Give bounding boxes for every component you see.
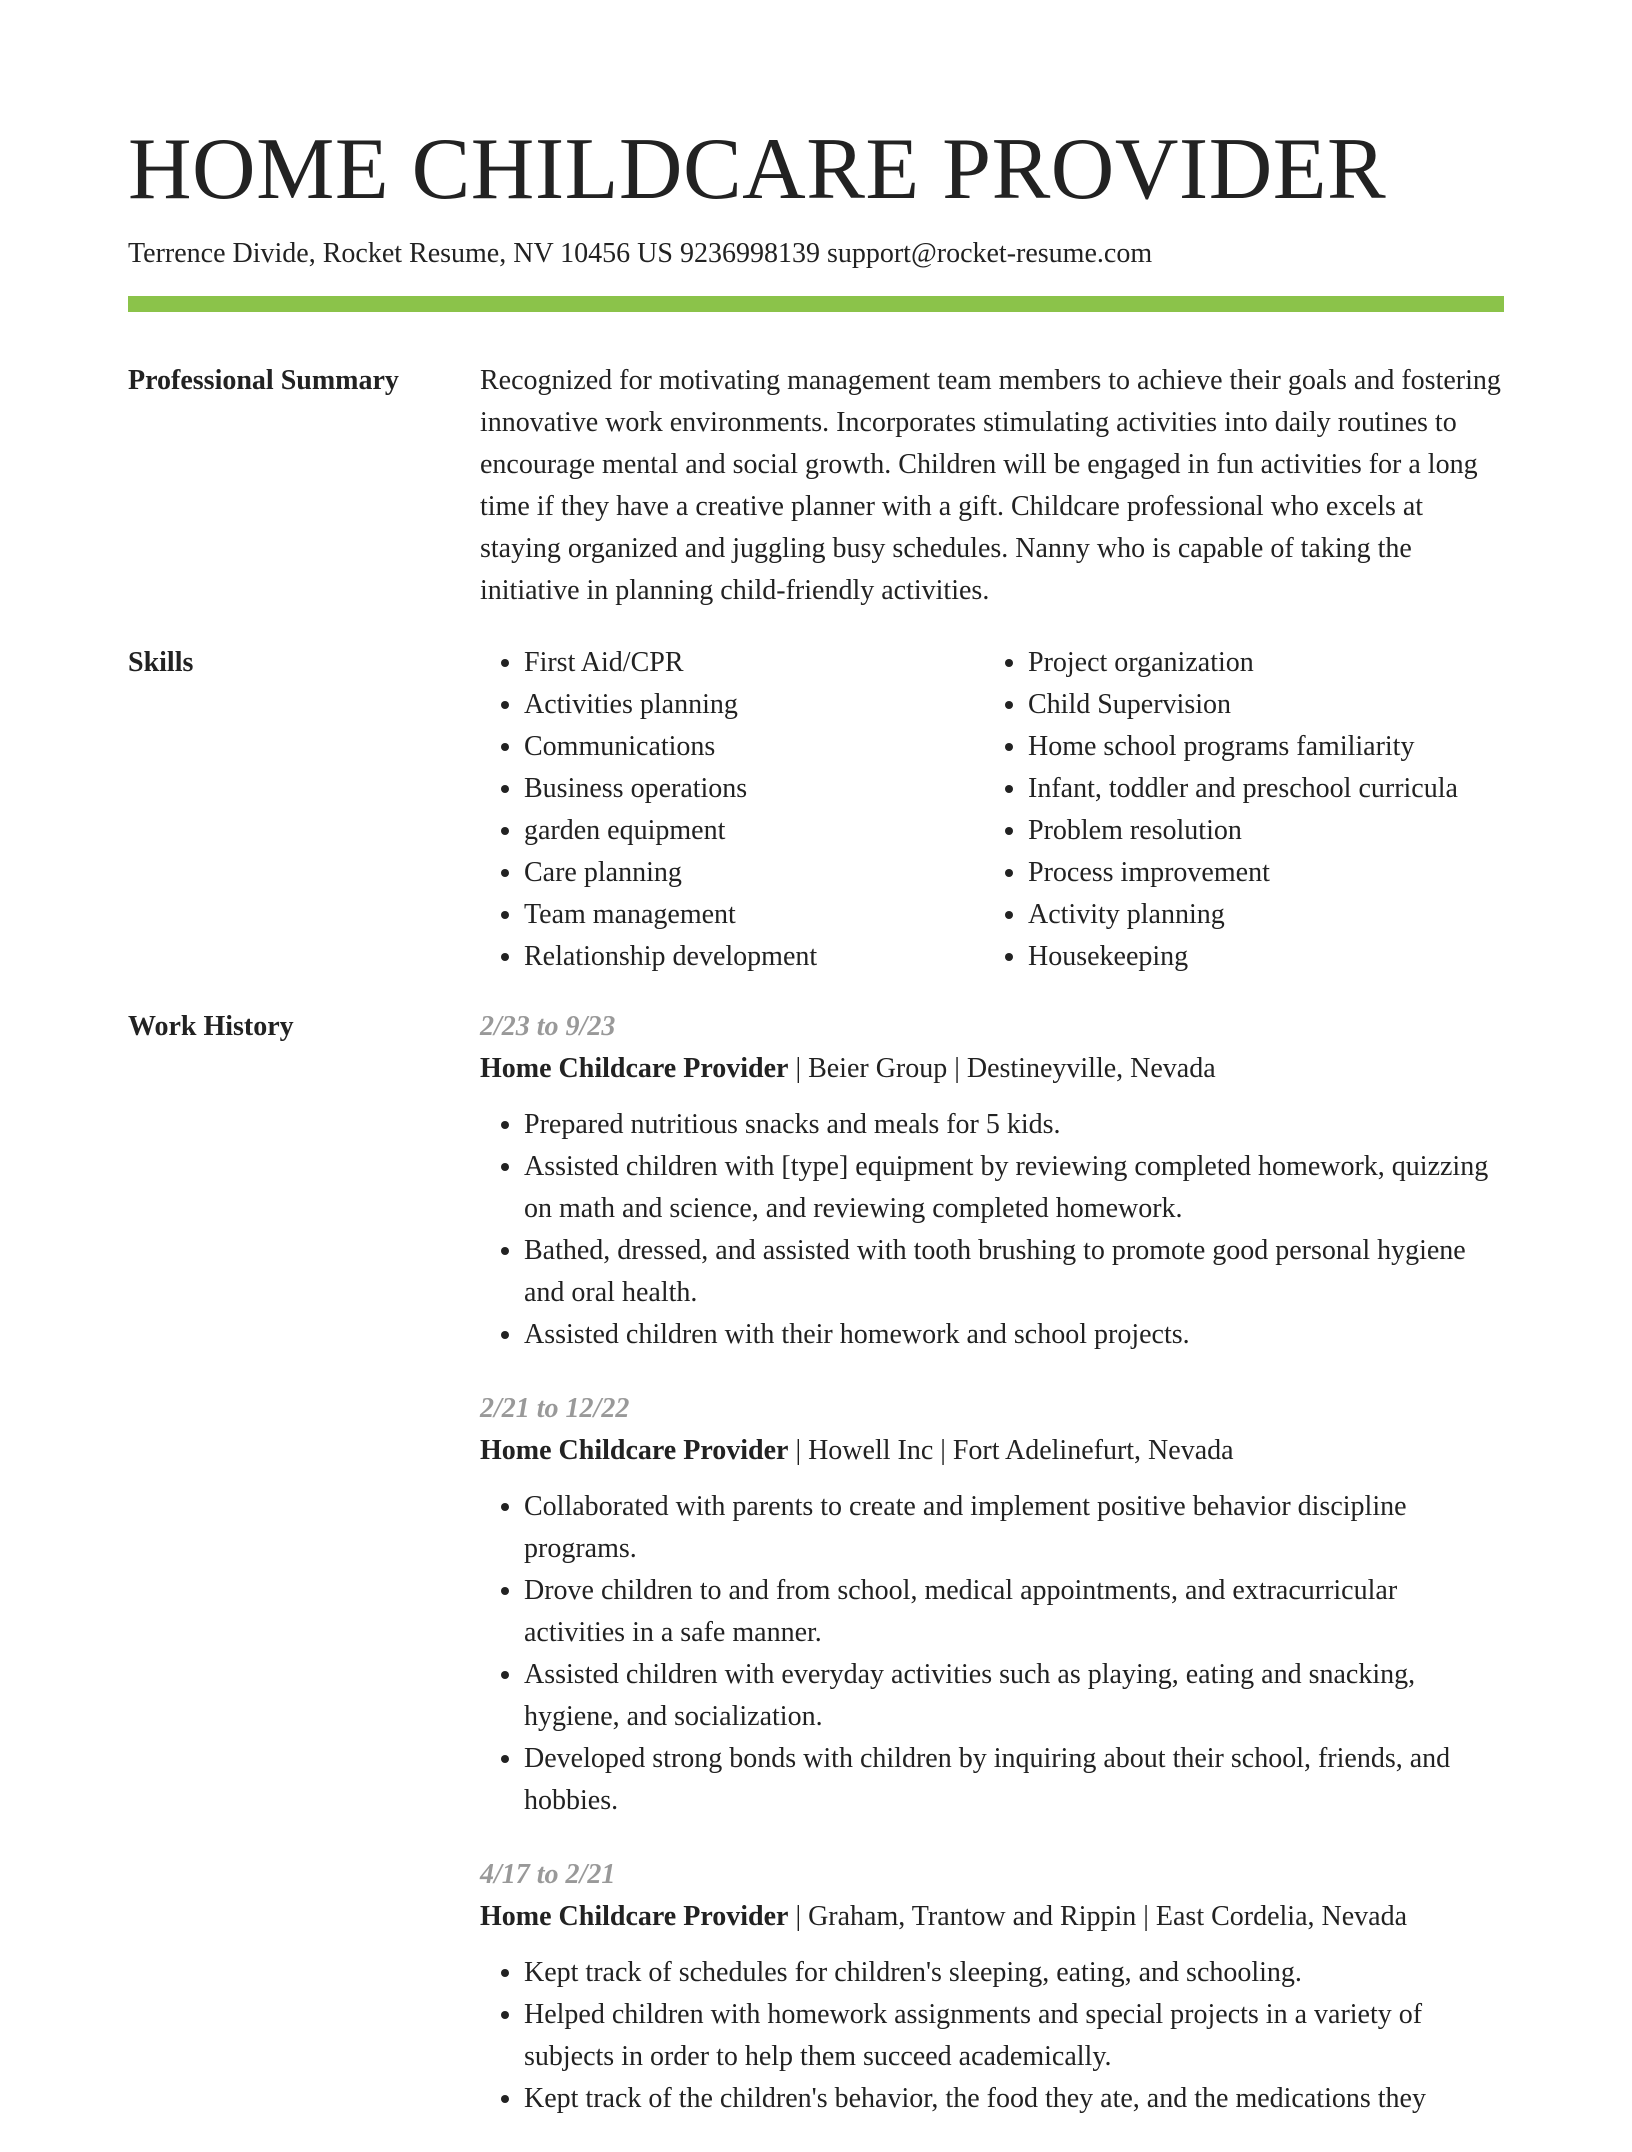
job-bullet: • Helped children with homework assignments and special projects in a variety of subjects in order to help them succeed academically. [524, 1994, 1504, 2078]
skill-item: • Communications [524, 726, 984, 768]
job-bullet: • Assisted children with [type] equipment by reviewing completed homework, quizzing on math and science, and reviewing completed homework. [524, 1146, 1504, 1230]
job-bullets [480, 1104, 1504, 1356]
summary-text: Recognized for motivating management team members to achieve their goals and fostering innovative work environments. Incorporates stimulating activities into daily routines to encourage mental and social growth. Children will be engaged in fun activities for a long time if they have a creative planner with a gift. Childcare professional who excels at staying organized and juggling busy schedules. Nanny who is capable of taking the initiative in planning child-friendly activities. [480, 365, 1501, 606]
job-bullets [480, 1486, 1504, 1822]
job-employer-location: | Beier Group | Destineyville, Nevada [788, 1053, 1216, 1084]
job-bullet: • Developed strong bonds with children by inquiring about their school, friends, and hobbies. [524, 1738, 1504, 1822]
job-bullet: • Prepared nutritious snacks and meals for 5 kids. [524, 1104, 1504, 1146]
job-bullet: • Assisted children with their homework and school projects. [524, 1314, 1504, 1356]
job-bullet: • Bathed, dressed, and assisted with tooth brushing to promote good personal hygiene and oral health. [524, 1230, 1504, 1314]
skill-item: • garden equipment [524, 810, 984, 852]
skill-item: • Home school programs familiarity [1028, 726, 1458, 768]
resume-page [128, 0, 1504, 2152]
job-employer-location: | Howell Inc | Fort Adelinefurt, Nevada [788, 1435, 1234, 1466]
skill-item: • Problem resolution [1028, 810, 1458, 852]
skill-item: • Child Supervision [1028, 684, 1458, 726]
skill-item: • First Aid/CPR [524, 642, 984, 684]
job-heading [480, 1430, 1504, 1472]
job-bullets [480, 1952, 1504, 2120]
job-bullet: • Assisted children with everyday activities such as playing, eating and snacking, hygiene, and socialization. [524, 1654, 1504, 1738]
work-history-heading: Work History [128, 1011, 294, 1042]
skills-heading: Skills [128, 647, 194, 678]
job-entry [480, 1006, 1504, 1356]
work-history-section [128, 1006, 1504, 2152]
job-dates: 2/23 to 9/23 [480, 1011, 616, 1042]
job-dates: 4/17 to 2/21 [480, 1859, 616, 1890]
skill-item: • Activities planning [524, 684, 984, 726]
skill-item: • Housekeeping [1028, 936, 1458, 978]
skill-item: • Team management [524, 894, 984, 936]
skill-item: • Relationship development [524, 936, 984, 978]
resume-title: HOME CHILDCARE PROVIDER [128, 121, 1387, 218]
skill-item: • Project organization [1028, 642, 1458, 684]
job-heading [480, 1896, 1504, 1938]
job-title: Home Childcare Provider [480, 1901, 789, 1932]
skills-section [128, 642, 1504, 978]
contact-line: Terrence Divide, Rocket Resume, NV 10456 US 9236998139 support@rocket-resume.com [128, 238, 1153, 269]
skill-item: • Process improvement [1028, 852, 1458, 894]
skill-item: • Infant, toddler and preschool curricula [1028, 768, 1458, 810]
job-dates: 2/21 to 12/22 [480, 1393, 630, 1424]
skill-item: • Business operations [524, 768, 984, 810]
job-employer-location: | Graham, Trantow and Rippin | East Cordelia, Nevada [788, 1901, 1408, 1932]
job-entry [480, 1854, 1504, 2120]
skills-list-right [984, 642, 1458, 978]
job-title: Home Childcare Provider [480, 1053, 789, 1084]
job-entry [480, 1388, 1504, 1822]
job-bullet: • Collaborated with parents to create and implement positive behavior discipline programs. [524, 1486, 1504, 1570]
skills-list-left [480, 642, 984, 978]
summary-section [128, 360, 1504, 612]
skill-item: • Activity planning [1028, 894, 1458, 936]
accent-divider [128, 296, 1504, 312]
summary-heading: Professional Summary [128, 365, 399, 396]
job-bullet: • Kept track of the children's behavior, the food they ate, and the medications they [524, 2078, 1504, 2120]
job-bullet: • Kept track of schedules for children's sleeping, eating, and schooling. [524, 1952, 1504, 1994]
job-title: Home Childcare Provider [480, 1435, 789, 1466]
job-heading [480, 1048, 1504, 1090]
job-bullet: • Drove children to and from school, medical appointments, and extracurricular activities in a safe manner. [524, 1570, 1504, 1654]
skill-item: • Care planning [524, 852, 984, 894]
